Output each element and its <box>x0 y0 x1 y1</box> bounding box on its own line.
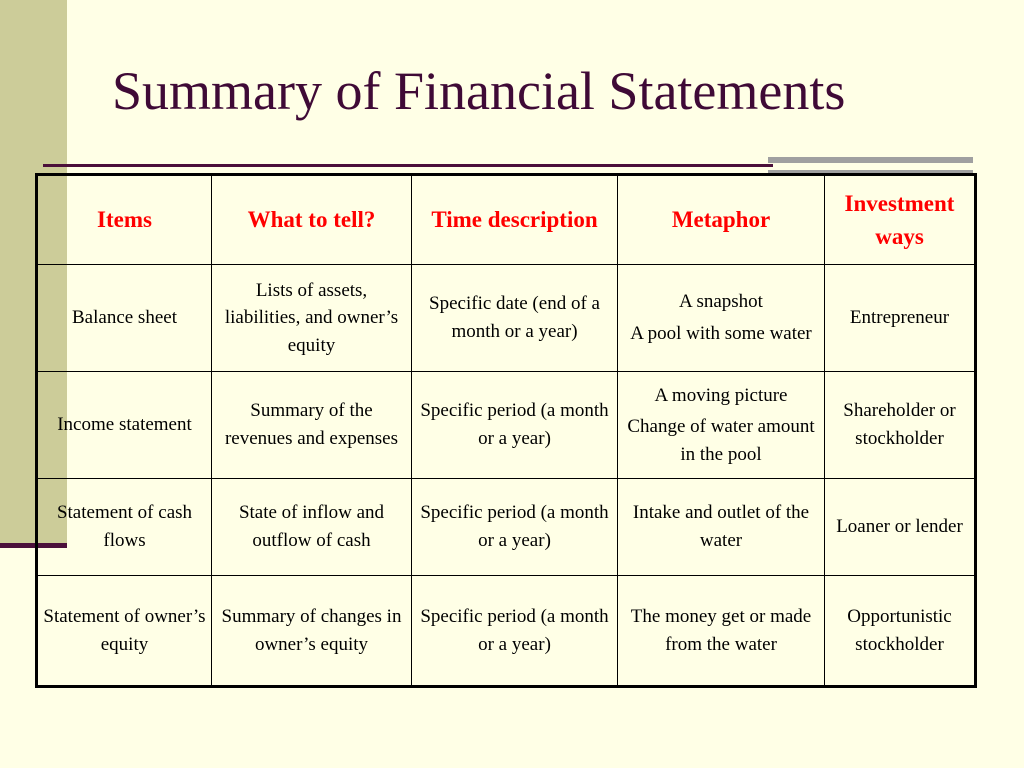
cell-what: State of inflow and outflow of cash <box>212 479 412 576</box>
cell-investment: Loaner or lender <box>825 479 976 576</box>
metaphor-line: A snapshot <box>679 291 763 313</box>
cell-time: Specific period (a month or a year) <box>412 372 618 479</box>
cell-what: Lists of assets, liabilities, and owner’s equity <box>212 265 412 372</box>
metaphor-line: A pool with some water <box>630 323 812 344</box>
cell-what: Summary of changes in owner’s equity <box>212 576 412 687</box>
header-metaphor: Metaphor <box>618 175 825 265</box>
metaphor-line: Change of water amount in the pool <box>627 416 815 465</box>
cell-item: Income statement <box>37 372 212 479</box>
cell-item: Statement of owner’s equity <box>37 576 212 687</box>
cell-item: Balance sheet <box>37 265 212 372</box>
table-row <box>37 576 976 687</box>
cell-metaphor <box>618 576 825 687</box>
slide-title: Summary of Financial Statements <box>112 61 846 121</box>
summary-table <box>35 173 977 688</box>
cell-time: Specific period (a month or a year) <box>412 576 618 687</box>
table-row <box>37 479 976 576</box>
header-investment-ways: Investment ways <box>825 175 976 265</box>
cell-what: Summary of the revenues and expenses <box>212 372 412 479</box>
cell-metaphor <box>618 372 825 479</box>
cell-investment: Shareholder or stockholder <box>825 372 976 479</box>
title-underline <box>43 164 773 167</box>
cell-metaphor <box>618 265 825 372</box>
cell-item: Statement of cash flows <box>37 479 212 576</box>
metaphor-line: Intake and outlet of the water <box>632 502 810 551</box>
cell-investment: Opportunistic stockholder <box>825 576 976 687</box>
table-row <box>37 265 976 372</box>
cell-metaphor <box>618 479 825 576</box>
header-time-description: Time description <box>412 175 618 265</box>
metaphor-line: The money get or made from the water <box>630 605 812 655</box>
title-rule-grey-top <box>768 157 973 163</box>
cell-time: Specific period (a month or a year) <box>412 479 618 576</box>
cell-time: Specific date (end of a month or a year) <box>412 265 618 372</box>
header-items: Items <box>37 175 212 265</box>
header-what-to-tell: What to tell? <box>212 175 412 265</box>
cell-investment: Entrepreneur <box>825 265 976 372</box>
table-header-row <box>37 175 976 265</box>
table-row <box>37 372 976 479</box>
metaphor-line: A moving picture <box>654 384 788 406</box>
